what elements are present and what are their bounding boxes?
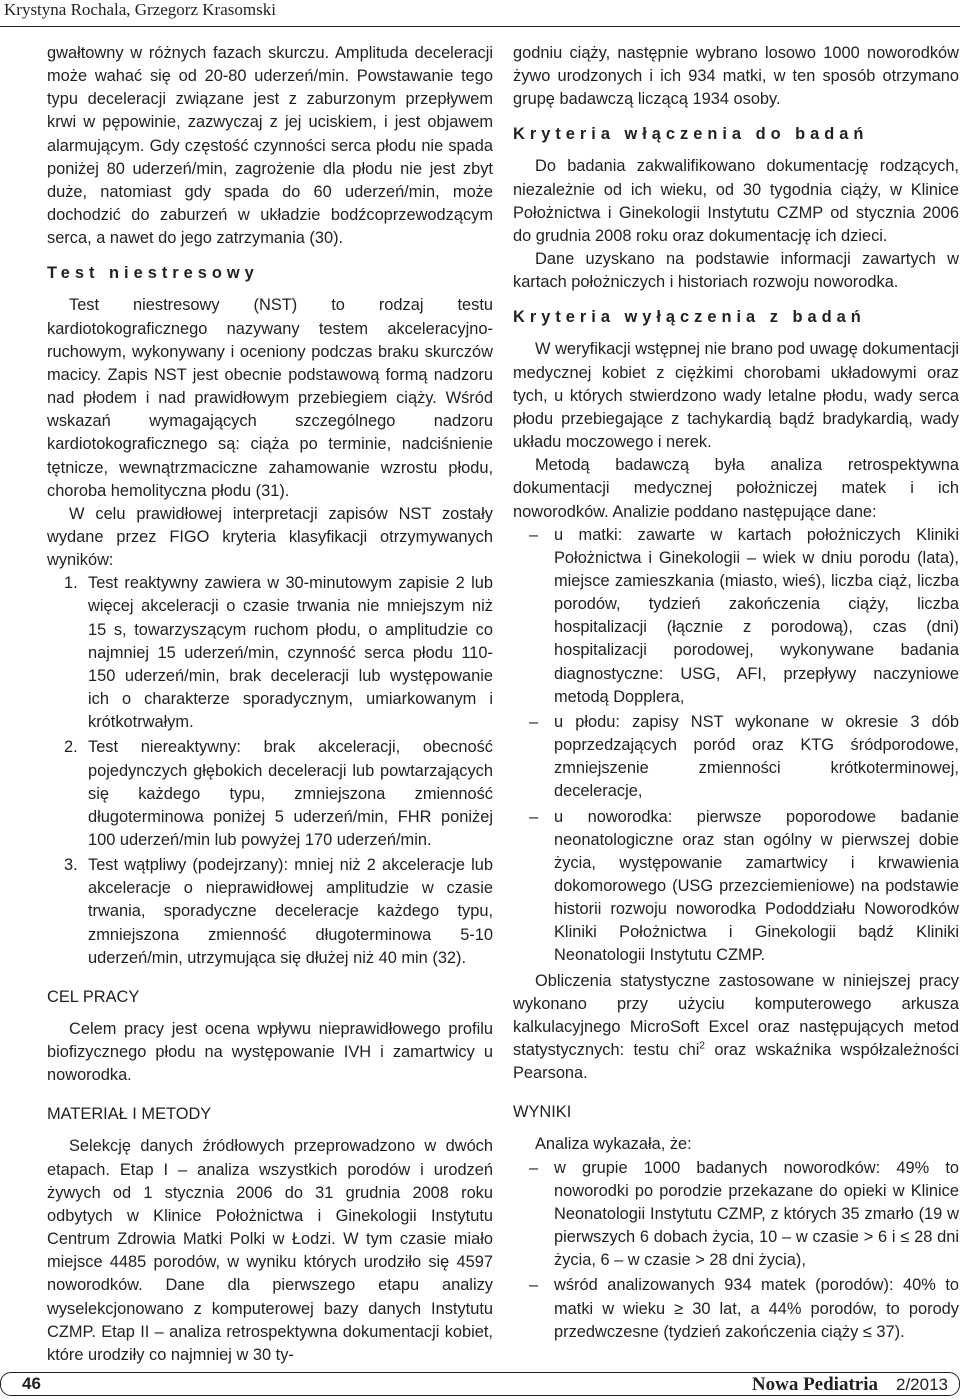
running-head-authors: Krystyna Rochala, Grzegorz Krasomski xyxy=(4,0,276,19)
paragraph: Analiza wykazała, że: xyxy=(535,1135,692,1154)
results-list xyxy=(513,1157,959,1344)
list-item xyxy=(513,1274,959,1343)
list-item-text: u matki: zawarte w kartach położniczych Kliniki Położnictwa i Ginekologii – wiek w dniu porodu (lata), miejsce zamieszkania (miasto, wieś), liczba ciąż, liczba porodów, tydzień zakończenia ciąży, liczba hospitalizacji (łącznie z porodową), czas (dni) hospitalizacji porodowej, wykonywane badania diagnostyczne: USG, AFI, przepływy naczyniowe metodą Dopplera, xyxy=(554,525,959,706)
text-run: Obliczenia statystyczne zastosowane w niniejszej pracy wykonano przy użyciu komputerowego arkusza kalkulacyjnego MicroSoft Excel oraz następujących metod statystycznych: testu chi xyxy=(513,971,959,1060)
superscript: 2 xyxy=(699,1040,705,1052)
analysed-data-list xyxy=(513,524,959,968)
list-item xyxy=(47,854,493,970)
section-heading-nst: Test niestresowy xyxy=(47,264,259,283)
journal-title: Nowa Pediatria xyxy=(751,1374,878,1395)
list-item xyxy=(513,711,959,804)
list-item xyxy=(47,736,493,852)
paragraph: Metodą badawczą była analiza retrospektywna dokumentacji medycznej położniczej matek i ich noworodków. Analizie poddano następujące dane: xyxy=(513,456,959,521)
section-heading-inclusion: Kryteria włączenia do badań xyxy=(513,125,869,144)
paragraph: W weryfikacji wstępnej nie brano pod uwagę dokumentacji medycznej kobiet z ciężkimi chorobami układowymi oraz tych, u których stwierdzono wady letalne płodu, wady serca płodu przebiegające z tachykardią bądź bradykardią, wady układu moczowego i nerek. xyxy=(513,340,959,452)
section-heading-exclusion: Kryteria wyłączenia z badań xyxy=(513,308,866,327)
list-item-text: u płodu: zapisy NST wykonane w okresie 3 dób poprzedzających poród oraz KTG śródporodowe, zmniejszenie zmienności krótkoterminowej, deceleracje, xyxy=(554,712,959,801)
paragraph: Celem pracy jest ocena wpływu nieprawidłowego profilu biofizycznego płodu na występowanie IVH i zamartwicy u noworodka. xyxy=(47,1019,493,1085)
list-dash: – xyxy=(529,712,539,731)
list-item-text: w grupie 1000 badanych noworodków: 49% to noworodki po porodzie przekazane do opieki w Klinice Neonatologii Instytutu CZMP, z których 35 zmarło (19 w pierwszych 6 dobach życia, 10 – w czasie > 6 i ≤ 28 dni życia, 6 – w czasie > 28 dni życia), xyxy=(554,1158,959,1270)
paragraph: Do badania zakwalifikowano dokumentację rodzących, niezależnie od ich wieku, od 30 tygodnia ciąży, w Klinice Położnictwa i Ginekologii Instytutu CZMP od stycznia 2006 do grudnia 2008 roku oraz dokumentację ich dzieci. xyxy=(513,157,959,245)
list-dash: – xyxy=(529,1276,539,1295)
paragraph xyxy=(513,970,959,1086)
right-column xyxy=(513,42,959,1346)
list-item-text: Test niereaktywny: brak akceleracji, obecność pojedynczych głębokich deceleracji lub powtarzających się każdego typu, zmniejszona zmienność długoterminowa poniżej 5 uderzeń/min, FHR poniżej 100 uderzeń/min lub powyżej 170 uderzeń/min. xyxy=(88,738,493,849)
list-item xyxy=(513,1157,959,1273)
list-item-text: u noworodka: pierwsze poporodowe badanie neonatologiczne oraz stan ogólny w pierwszej dobie życia, występowanie zamartwicy i krwawienia dokomorowego (USG przezciemieniowe) na podstawie historii rozwoju noworodka Pododdziału Noworodków Kliniki Położnictwa i Ginekologii bądź Kliniki Neonatologii Instytutu CZMP. xyxy=(554,807,959,965)
list-dash: – xyxy=(529,1158,539,1177)
section-heading-results: WYNIKI xyxy=(513,1103,572,1122)
paragraph: gwałtowny w różnych fazach skurczu. Amplituda deceleracji może wahać się od 20-80 uderzeń/min. Powstawanie tego typu deceleracji związane jest z zaburzonym przepływem krwi w pępowinie, zazwyczaj z jej uciskiem, i jest objawem alarmującym. Gdy częstość czynności serca płodu nie spada poniżej 80 uderzeń/min, zagrożenie dla płodu nie jest zbyt duże, natomiast gdy spada do 60 uderzeń/min, może dochodzić do zaburzeń w układzie bodźcoprzewodzącym serca, a nawet do jego zatrzymania (30). xyxy=(47,44,493,248)
list-item xyxy=(47,572,493,734)
figo-criteria-list xyxy=(47,572,493,970)
list-number: 2. xyxy=(64,738,78,757)
section-heading-aim: CEL PRACY xyxy=(47,987,140,1006)
left-column xyxy=(47,42,493,1367)
list-item xyxy=(513,524,959,709)
section-heading-methods: MATERIAŁ I METODY xyxy=(47,1105,212,1124)
paragraph: W celu prawidłowej interpretacji zapisów NST zostały wydane przez FIGO kryteria klasyfikacji otrzymywanych wyników: xyxy=(47,504,493,570)
journal-issue: 2/2013 xyxy=(896,1375,948,1394)
page-number: 46 xyxy=(22,1374,41,1393)
list-item xyxy=(513,806,959,968)
header-rule xyxy=(0,26,960,27)
list-number: 1. xyxy=(64,574,78,593)
paragraph: Dane uzyskano na podstawie informacji zawartych w kartach położniczych i historiach rozwoju noworodka. xyxy=(513,250,959,292)
paragraph: Selekcję danych źródłowych przeprowadzono w dwóch etapach. Etap I – analiza wszystkich porodów i urodzeń żywych od 1 stycznia 2006 do 31 grudnia 2008 roku odbytych w Klinice Położnictwa i Ginekologii Instytutu Centrum Zdrowia Matki Polki w Łodzi. W tym czasie miało miejsce 4485 porodów, w wyniku których urodziło się 4597 noworodków. Dane dla pierwszego etapu analizy wyselekcjonowano z komputerowej bazy danych Instytutu CZMP. Etap II – analiza retrospektywna dokumentacji kobiet, które urodziły co najmniej w 30 ty- xyxy=(47,1137,493,1364)
list-item-text: Test reaktywny zawiera w 30-minutowym zapisie 2 lub więcej akceleracji o czasie trwania nie mniejszym niż 15 s, towarzyszącym ruchom płodu, o amplitudzie co najmniej 15 uderzeń/min, czynność serca płodu 110-150 uderzeń/min, brak deceleracji lub występowanie ich o charakterze sporadycznym, umiarkowanym i krótkotrwałym. xyxy=(88,574,493,732)
list-dash: – xyxy=(529,807,539,826)
list-number: 3. xyxy=(64,856,78,875)
paragraph: godniu ciąży, następnie wybrano losowo 1000 noworodków żywo urodzonych i ich 934 matki, w ten sposób otrzymano grupę badawczą liczącą 1934 osoby. xyxy=(513,44,959,109)
paragraph: Test niestresowy (NST) to rodzaj testu kardiotokograficznego nazywany testem akceleracyjno-ruchowym, wykonywany i oceniony podczas braku skurczów macicy. Zapis NST jest obecnie podstawową formą nadzoru nad płodem i nad prawidłowym przebiegiem ciąży. Wśród wskazań wymagających szczególnego nadzoru kardiotokograficznego są: ciąża po terminie, nadciśnienie tętnicze, wewnątrzmaciczne zahamowanie wzrostu płodu, choroba hemolityczna płodu (31). xyxy=(47,296,493,500)
text-run: oraz wskaźnika współzależności Pearsona. xyxy=(513,1041,959,1083)
list-item-text: wśród analizowanych 934 matek (porodów): 40% to matki w wieku ≥ 30 lat, a 44% porodów, to porody przedwczesne (tydzień zakończenia ciąży ≤ 37). xyxy=(554,1276,959,1341)
list-item-text: Test wątpliwy (podejrzany): mniej niż 2 akceleracje lub akceleracje o nieprawidłowej amplitudzie w czasie trwania, sporadyczne deceleracje każdego typu, zmniejszona zmienność długoterminowa 5-10 uderzeń/min, utrzymująca się dłużej niż 40 min (32). xyxy=(88,856,493,967)
list-dash: – xyxy=(529,525,539,544)
